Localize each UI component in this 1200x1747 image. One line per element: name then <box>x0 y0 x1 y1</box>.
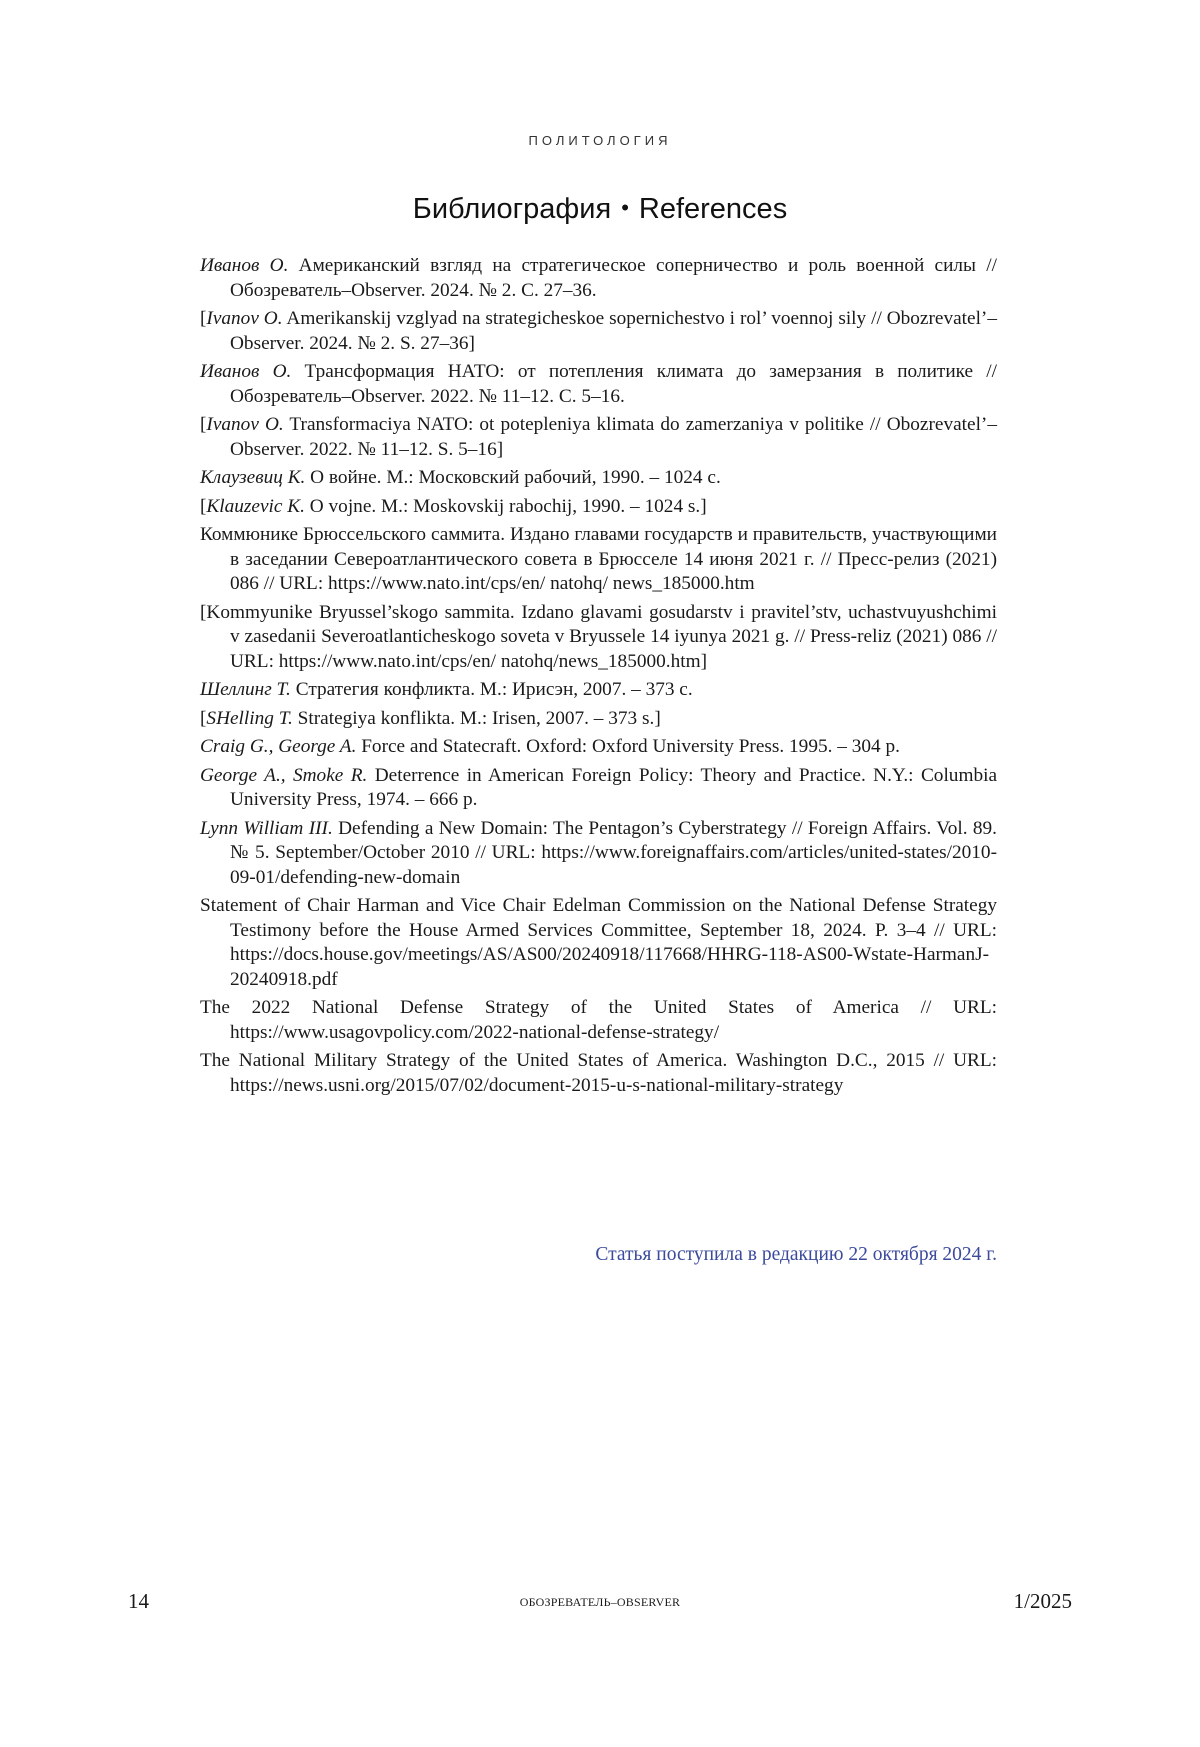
reference-text: Transformaciya NATO: ot potepleniya klimata do zamerzaniya v politike // Obozrevatel’–Observer. 2022. № 11–12. S. 5–16] <box>230 414 997 460</box>
reference-text: Deterrence in American Foreign Policy: Theory and Practice. N.Y.: Columbia University Press, 1974. – 666 p. <box>230 764 998 810</box>
reference-text: Американский взгляд на стратегическое соперничество и роль военной силы // Обозреватель–Observer. 2024. № 2. С. 27–36. <box>230 255 997 301</box>
reference-text: Statement of Chair Harman and Vice Chair Edelman Commission on the National Defense Strategy Testimony before the House Armed Services Committee, September 18, 2024. P. 3–4 // URL: https://docs.house.gov/meetings/AS/AS00/20240918/117668/HHRG-118-AS00-Wstate-HarmanJ-20240918.pdf <box>200 895 997 990</box>
reference-author: George A., Smoke R. <box>200 764 368 786</box>
received-note: Статья поступила в редакцию 22 октября 2024 г. <box>595 1244 997 1265</box>
reference-item <box>200 495 997 520</box>
reference-author: Craig G., George A. <box>200 736 357 757</box>
reference-author: Иванов О. <box>200 361 292 382</box>
reference-text: Стратегия конфликта. М.: Ирисэн, 2007. – 373 с. <box>290 679 693 700</box>
page-title <box>0 193 1200 226</box>
reference-item <box>200 1049 997 1098</box>
reference-item <box>200 764 997 813</box>
reference-item <box>200 466 997 491</box>
reference-text: O vojne. M.: Moskovskij rabochij, 1990. – 1024 s.] <box>304 495 707 517</box>
reference-item <box>200 523 997 597</box>
reference-text: The 2022 National Defense Strategy of the United States of America // URL: https://www.usagovpolicy.com/2022-national-defense-strategy/ <box>200 997 997 1043</box>
reference-author: Lynn William III. <box>200 817 333 839</box>
reference-author: Ivanov O. <box>206 414 284 435</box>
reference-item <box>200 254 997 303</box>
reference-text: Strategiya konflikta. M.: Irisen, 2007. – 373 s.] <box>292 707 661 729</box>
reference-author: Шеллинг Т. <box>200 679 291 700</box>
reference-item <box>200 307 997 356</box>
reference-text: The National Military Strategy of the United States of America. Washington D.C., 2015 // URL: https://news.usni.org/2015/07/02/document-2015-u-s-national-military-strategy <box>200 1050 997 1096</box>
reference-item <box>200 413 997 462</box>
title-separator: • <box>621 195 629 220</box>
reference-list <box>200 254 997 1102</box>
page-footer <box>128 1589 1072 1615</box>
reference-text: [Kommyunike Bryussel’skogo sammita. Izdano glavami gosudarstv i pravitel’stv, uchastvuyushchimi v zasedanii Severoatlanticheskogo soveta v Bryussele 14 iyunya 2021 g. // Press-reliz (2021) 086 // URL: https://www.nato.int/cps/en/ natohq/news_185000.htm] <box>200 601 997 672</box>
reference-text: Defending a New Domain: The Pentagon’s Cyberstrategy // Foreign Affairs. Vol. 89. № 5. September/October 2010 // URL: https://www.foreignaffairs.com/articles/united-states/2010-09-01/defending-new-domain <box>230 817 997 888</box>
reference-text: О войне. М.: Московский рабочий, 1990. – 1024 с. <box>305 467 721 488</box>
running-head: ПОЛИТОЛОГИЯ <box>528 133 672 148</box>
reference-item <box>200 678 997 703</box>
reference-item <box>200 360 997 409</box>
journal-name: ОБОЗРЕВАТЕЛЬ–OBSERVER <box>519 1595 681 1609</box>
issue-number: 1/2025 <box>1013 1589 1072 1613</box>
reference-text: Amerikanskij vzglyad na strategicheskoe sopernichestvo i rol’ voennoj sily // Obozrevatel’–Observer. 2024. № 2. S. 27–36] <box>230 308 997 354</box>
reference-bracket: [ <box>200 707 207 729</box>
reference-text: Коммюнике Брюссельского саммита. Издано главами государств и правительств, участвующими в заседании Североатлантического совета в Брюсселе 14 июня 2021 г. // Пресс-релиз (2021) 086 // URL: https://www.nato.int/cps/en/ natohq/ news_185000.htm <box>200 524 997 594</box>
reference-bracket: [ <box>200 495 207 517</box>
reference-bracket: [ <box>200 308 207 329</box>
title-en: References <box>638 193 788 225</box>
reference-text: Force and Statecraft. Oxford: Oxford University Press. 1995. – 304 p. <box>356 736 900 757</box>
reference-author: Ivanov O. <box>206 308 283 329</box>
reference-bracket: [ <box>200 414 207 435</box>
reference-item <box>200 707 997 732</box>
reference-author: Иванов О. <box>200 255 289 276</box>
reference-author: Klauzevic K. <box>206 495 305 517</box>
reference-author: SHelling T. <box>206 707 293 729</box>
reference-author: Клаузевиц К. <box>200 467 306 488</box>
page-number: 14 <box>128 1589 149 1613</box>
reference-item <box>200 601 997 675</box>
title-ru: Библиография <box>412 193 612 225</box>
reference-item <box>200 735 997 760</box>
reference-item <box>200 996 997 1045</box>
reference-text: Трансформация НАТО: от потепления климата до замерзания в политике // Обозреватель–Observer. 2022. № 11–12. С. 5–16. <box>230 361 997 407</box>
reference-item <box>200 817 997 891</box>
reference-item <box>200 894 997 992</box>
